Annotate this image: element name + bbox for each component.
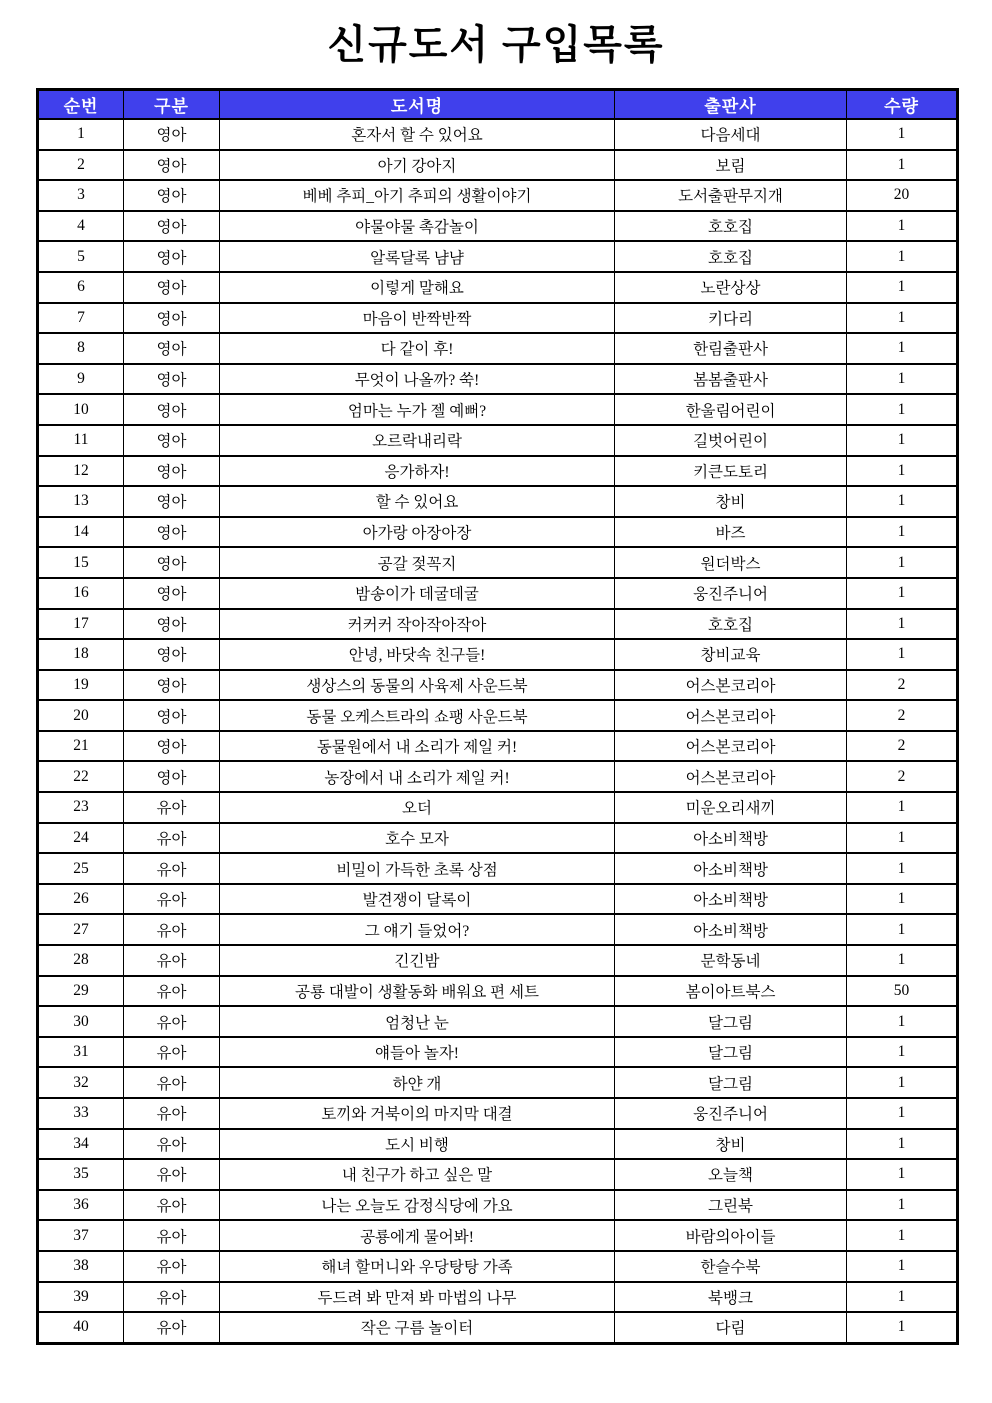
header-cell-seq: 순번	[38, 90, 124, 120]
cell-qty: 1	[847, 486, 958, 517]
cell-category: 유아	[124, 1282, 220, 1313]
cell-publisher: 어스본코리아	[615, 761, 847, 792]
cell-category: 유아	[124, 1220, 220, 1251]
cell-qty: 1	[847, 1037, 958, 1068]
cell-publisher: 한슬수북	[615, 1251, 847, 1282]
cell-publisher: 웅진주니어	[615, 1098, 847, 1129]
cell-category: 영아	[124, 517, 220, 548]
table-row	[38, 700, 958, 731]
cell-seq: 34	[38, 1129, 124, 1160]
cell-qty: 1	[847, 517, 958, 548]
cell-title: 나는 오늘도 감정식당에 가요	[220, 1190, 615, 1221]
cell-publisher: 웅진주니어	[615, 578, 847, 609]
cell-qty: 50	[847, 976, 958, 1007]
table-row	[38, 884, 958, 915]
cell-publisher: 한림출판사	[615, 333, 847, 364]
cell-title: 해녀 할머니와 우당탕탕 가족	[220, 1251, 615, 1282]
cell-seq: 15	[38, 547, 124, 578]
cell-category: 영아	[124, 609, 220, 640]
cell-category: 유아	[124, 1067, 220, 1098]
cell-title: 엄마는 누가 젤 예뻐?	[220, 394, 615, 425]
cell-seq: 7	[38, 303, 124, 334]
table-body	[38, 119, 958, 1343]
cell-category: 유아	[124, 1190, 220, 1221]
cell-publisher: 문학동네	[615, 945, 847, 976]
cell-seq: 39	[38, 1282, 124, 1313]
table-header	[38, 90, 958, 120]
cell-seq: 16	[38, 578, 124, 609]
table-row	[38, 1067, 958, 1098]
cell-title: 마음이 반짝반짝	[220, 303, 615, 334]
cell-qty: 1	[847, 1098, 958, 1129]
cell-publisher: 아소비책방	[615, 884, 847, 915]
cell-seq: 25	[38, 853, 124, 884]
cell-qty: 1	[847, 609, 958, 640]
cell-publisher: 키다리	[615, 303, 847, 334]
table-row	[38, 456, 958, 487]
cell-category: 영아	[124, 394, 220, 425]
cell-category: 유아	[124, 1129, 220, 1160]
table-row	[38, 303, 958, 334]
cell-category: 유아	[124, 823, 220, 854]
cell-category: 유아	[124, 1251, 220, 1282]
table-row	[38, 976, 958, 1007]
cell-qty: 2	[847, 761, 958, 792]
table-row	[38, 823, 958, 854]
cell-publisher: 길벗어린이	[615, 425, 847, 456]
cell-title: 작은 구름 놀이터	[220, 1312, 615, 1343]
cell-category: 유아	[124, 1312, 220, 1343]
cell-title: 공룡에게 물어봐!	[220, 1220, 615, 1251]
cell-qty: 1	[847, 1251, 958, 1282]
cell-qty: 1	[847, 150, 958, 181]
cell-seq: 23	[38, 792, 124, 823]
cell-title: 두드려 봐 만져 봐 마법의 나무	[220, 1282, 615, 1313]
cell-seq: 4	[38, 211, 124, 242]
cell-seq: 35	[38, 1159, 124, 1190]
table-row	[38, 119, 958, 150]
cell-seq: 2	[38, 150, 124, 181]
cell-category: 영아	[124, 731, 220, 762]
cell-title: 공갈 젖꼭지	[220, 547, 615, 578]
cell-publisher: 창비	[615, 486, 847, 517]
cell-title: 아기 강아지	[220, 150, 615, 181]
cell-seq: 18	[38, 639, 124, 670]
table-row	[38, 150, 958, 181]
cell-qty: 1	[847, 241, 958, 272]
table-row	[38, 180, 958, 211]
cell-publisher: 호호집	[615, 211, 847, 242]
cell-publisher: 창비교육	[615, 639, 847, 670]
cell-publisher: 원더박스	[615, 547, 847, 578]
cell-title: 오르락내리락	[220, 425, 615, 456]
cell-qty: 1	[847, 456, 958, 487]
cell-publisher: 아소비책방	[615, 823, 847, 854]
cell-seq: 6	[38, 272, 124, 303]
cell-qty: 1	[847, 884, 958, 915]
cell-seq: 24	[38, 823, 124, 854]
cell-title: 호수 모자	[220, 823, 615, 854]
cell-publisher: 어스본코리아	[615, 700, 847, 731]
cell-title: 베베 추피_아기 추피의 생활이야기	[220, 180, 615, 211]
table-row	[38, 547, 958, 578]
cell-title: 야물야물 촉감놀이	[220, 211, 615, 242]
cell-category: 영아	[124, 456, 220, 487]
cell-category: 영아	[124, 150, 220, 181]
cell-seq: 26	[38, 884, 124, 915]
cell-seq: 12	[38, 456, 124, 487]
page-title: 신규도서 구입목록	[327, 22, 665, 67]
cell-qty: 1	[847, 1006, 958, 1037]
table-row	[38, 731, 958, 762]
cell-title: 엄청난 눈	[220, 1006, 615, 1037]
cell-title: 무엇이 나올까? 쑥!	[220, 364, 615, 395]
cell-category: 유아	[124, 976, 220, 1007]
cell-publisher: 어스본코리아	[615, 670, 847, 701]
cell-category: 영아	[124, 547, 220, 578]
cell-title: 아가랑 아장아장	[220, 517, 615, 548]
cell-category: 영아	[124, 486, 220, 517]
cell-seq: 36	[38, 1190, 124, 1221]
table-row	[38, 1129, 958, 1160]
cell-title: 토끼와 거북이의 마지막 대결	[220, 1098, 615, 1129]
cell-publisher: 호호집	[615, 241, 847, 272]
cell-title: 이렇게 말해요	[220, 272, 615, 303]
header-cell-category: 구분	[124, 90, 220, 120]
cell-qty: 1	[847, 1220, 958, 1251]
cell-title: 할 수 있어요	[220, 486, 615, 517]
cell-qty: 1	[847, 639, 958, 670]
header-cell-publisher: 출판사	[615, 90, 847, 120]
cell-title: 비밀이 가득한 초록 상점	[220, 853, 615, 884]
cell-category: 유아	[124, 914, 220, 945]
cell-title: 얘들아 놀자!	[220, 1037, 615, 1068]
cell-publisher: 아소비책방	[615, 914, 847, 945]
table-row	[38, 1282, 958, 1313]
cell-title: 커커커 작아작아작아	[220, 609, 615, 640]
cell-category: 유아	[124, 792, 220, 823]
cell-seq: 13	[38, 486, 124, 517]
table-row	[38, 364, 958, 395]
cell-publisher: 다림	[615, 1312, 847, 1343]
cell-publisher: 호호집	[615, 609, 847, 640]
table-row	[38, 792, 958, 823]
cell-title: 혼자서 할 수 있어요	[220, 119, 615, 150]
cell-publisher: 미운오리새끼	[615, 792, 847, 823]
book-purchase-table	[36, 88, 959, 1345]
cell-category: 영아	[124, 333, 220, 364]
cell-publisher: 바람의아이들	[615, 1220, 847, 1251]
table-row	[38, 425, 958, 456]
cell-seq: 8	[38, 333, 124, 364]
table-row	[38, 1006, 958, 1037]
header-cell-title: 도서명	[220, 90, 615, 120]
cell-category: 유아	[124, 1098, 220, 1129]
cell-seq: 31	[38, 1037, 124, 1068]
cell-category: 영아	[124, 180, 220, 211]
cell-seq: 11	[38, 425, 124, 456]
cell-qty: 1	[847, 945, 958, 976]
table-row	[38, 945, 958, 976]
cell-title: 내 친구가 하고 싶은 말	[220, 1159, 615, 1190]
cell-qty: 1	[847, 364, 958, 395]
cell-qty: 1	[847, 211, 958, 242]
cell-publisher: 바즈	[615, 517, 847, 548]
table-row	[38, 609, 958, 640]
cell-publisher: 달그림	[615, 1006, 847, 1037]
cell-publisher: 봄이아트북스	[615, 976, 847, 1007]
cell-publisher: 창비	[615, 1129, 847, 1160]
cell-qty: 1	[847, 394, 958, 425]
cell-category: 영아	[124, 425, 220, 456]
cell-category: 유아	[124, 853, 220, 884]
cell-title: 농장에서 내 소리가 제일 커!	[220, 761, 615, 792]
table-row	[38, 853, 958, 884]
cell-seq: 38	[38, 1251, 124, 1282]
cell-publisher: 보림	[615, 150, 847, 181]
cell-qty: 20	[847, 180, 958, 211]
cell-title: 동물 오케스트라의 쇼팽 사운드북	[220, 700, 615, 731]
cell-publisher: 노란상상	[615, 272, 847, 303]
cell-qty: 1	[847, 119, 958, 150]
cell-qty: 1	[847, 303, 958, 334]
table-row	[38, 1220, 958, 1251]
cell-qty: 1	[847, 1067, 958, 1098]
cell-title: 다 같이 후!	[220, 333, 615, 364]
cell-qty: 1	[847, 272, 958, 303]
cell-qty: 1	[847, 578, 958, 609]
table-row	[38, 1159, 958, 1190]
cell-seq: 30	[38, 1006, 124, 1037]
cell-category: 유아	[124, 1006, 220, 1037]
cell-qty: 1	[847, 1282, 958, 1313]
cell-title: 동물원에서 내 소리가 제일 커!	[220, 731, 615, 762]
cell-seq: 5	[38, 241, 124, 272]
cell-qty: 1	[847, 853, 958, 884]
cell-category: 영아	[124, 700, 220, 731]
cell-qty: 2	[847, 731, 958, 762]
table-row	[38, 639, 958, 670]
cell-category: 영아	[124, 578, 220, 609]
table-row	[38, 914, 958, 945]
cell-title: 하얀 개	[220, 1067, 615, 1098]
cell-qty: 1	[847, 823, 958, 854]
cell-qty: 2	[847, 670, 958, 701]
cell-category: 영아	[124, 272, 220, 303]
cell-category: 유아	[124, 945, 220, 976]
table-row	[38, 241, 958, 272]
cell-seq: 22	[38, 761, 124, 792]
cell-qty: 1	[847, 1159, 958, 1190]
cell-category: 영아	[124, 639, 220, 670]
cell-category: 영아	[124, 119, 220, 150]
cell-category: 영아	[124, 241, 220, 272]
cell-qty: 1	[847, 1312, 958, 1343]
table-row	[38, 272, 958, 303]
table-row	[38, 670, 958, 701]
cell-seq: 40	[38, 1312, 124, 1343]
cell-seq: 33	[38, 1098, 124, 1129]
table-row	[38, 1098, 958, 1129]
cell-category: 유아	[124, 884, 220, 915]
table-row	[38, 394, 958, 425]
cell-seq: 17	[38, 609, 124, 640]
cell-category: 영아	[124, 303, 220, 334]
cell-publisher: 달그림	[615, 1037, 847, 1068]
table-row	[38, 486, 958, 517]
cell-qty: 1	[847, 547, 958, 578]
cell-seq: 29	[38, 976, 124, 1007]
cell-title: 생상스의 동물의 사육제 사운드북	[220, 670, 615, 701]
cell-publisher: 봄봄출판사	[615, 364, 847, 395]
cell-publisher: 어스본코리아	[615, 731, 847, 762]
table-row	[38, 578, 958, 609]
cell-publisher: 오늘책	[615, 1159, 847, 1190]
cell-publisher: 북뱅크	[615, 1282, 847, 1313]
cell-seq: 21	[38, 731, 124, 762]
table-row	[38, 1251, 958, 1282]
cell-publisher: 다음세대	[615, 119, 847, 150]
cell-category: 유아	[124, 1159, 220, 1190]
cell-seq: 14	[38, 517, 124, 548]
cell-publisher: 그린북	[615, 1190, 847, 1221]
cell-seq: 19	[38, 670, 124, 701]
cell-seq: 9	[38, 364, 124, 395]
cell-title: 그 얘기 들었어?	[220, 914, 615, 945]
cell-seq: 20	[38, 700, 124, 731]
table-row	[38, 211, 958, 242]
cell-qty: 1	[847, 1190, 958, 1221]
cell-seq: 37	[38, 1220, 124, 1251]
cell-seq: 32	[38, 1067, 124, 1098]
cell-seq: 10	[38, 394, 124, 425]
cell-publisher: 달그림	[615, 1067, 847, 1098]
cell-title: 밤송이가 데굴데굴	[220, 578, 615, 609]
cell-category: 영아	[124, 761, 220, 792]
cell-publisher: 한울림어린이	[615, 394, 847, 425]
table-header-row	[38, 90, 958, 120]
cell-category: 영아	[124, 364, 220, 395]
cell-title: 발견쟁이 달록이	[220, 884, 615, 915]
table-row	[38, 1312, 958, 1343]
header-cell-qty: 수량	[847, 90, 958, 120]
cell-qty: 2	[847, 700, 958, 731]
cell-category: 영아	[124, 211, 220, 242]
cell-seq: 1	[38, 119, 124, 150]
cell-publisher: 아소비책방	[615, 853, 847, 884]
cell-title: 오더	[220, 792, 615, 823]
cell-qty: 1	[847, 914, 958, 945]
cell-title: 알록달록 냠냠	[220, 241, 615, 272]
table-row	[38, 761, 958, 792]
cell-title: 긴긴밤	[220, 945, 615, 976]
cell-title: 안녕, 바닷속 친구들!	[220, 639, 615, 670]
cell-seq: 28	[38, 945, 124, 976]
cell-title: 도시 비행	[220, 1129, 615, 1160]
cell-qty: 1	[847, 333, 958, 364]
table-row	[38, 1190, 958, 1221]
cell-category: 유아	[124, 1037, 220, 1068]
cell-publisher: 도서출판무지개	[615, 180, 847, 211]
cell-seq: 3	[38, 180, 124, 211]
cell-publisher: 키큰도토리	[615, 456, 847, 487]
table-row	[38, 517, 958, 548]
cell-seq: 27	[38, 914, 124, 945]
cell-qty: 1	[847, 792, 958, 823]
cell-title: 공룡 대발이 생활동화 배워요 편 세트	[220, 976, 615, 1007]
table-row	[38, 333, 958, 364]
cell-qty: 1	[847, 425, 958, 456]
table-row	[38, 1037, 958, 1068]
cell-title: 응가하자!	[220, 456, 615, 487]
cell-category: 영아	[124, 670, 220, 701]
cell-qty: 1	[847, 1129, 958, 1160]
